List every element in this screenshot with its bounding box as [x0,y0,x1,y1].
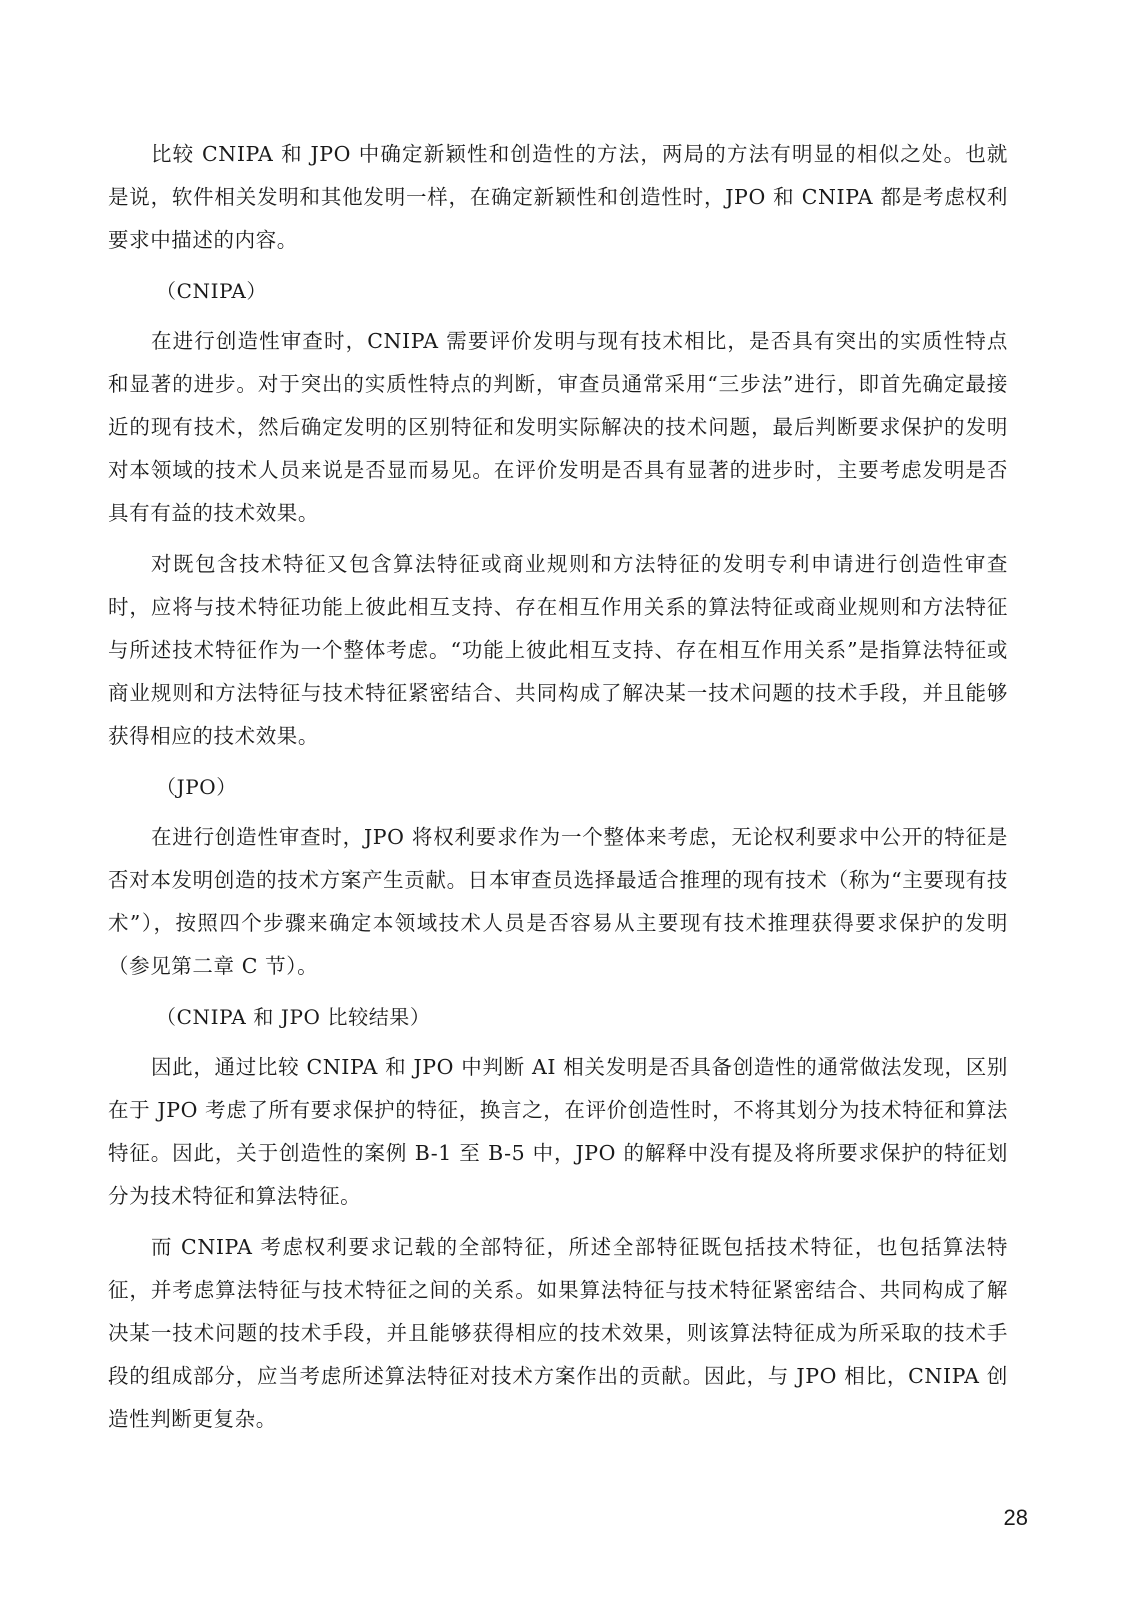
paragraph-cnipa-complexity: 而 CNIPA 考虑权利要求记载的全部特征，所述全部特征既包括技术特征，也包括算法特征，并考虑算法特征与技术特征之间的关系。如果算法特征与技术特征紧密结合、共同构成了解决某一技术问题的技术手段，并且能够获得相应的技术效果，则该算法特征成为所采取的技术手段的组成部分，应当考虑所述算法特征对技术方案作出的贡献。因此，与 JPO 相比，CNIPA 创造性判断更复杂。 [108,1235,1008,1431]
subheading-jpo: （JPO） [156,775,237,799]
paragraph-cnipa-inventive-step: 在进行创造性审查时，CNIPA 需要评价发明与现有技术相比，是否具有突出的实质性特点和显著的进步。对于突出的实质性特点的判断，审查员通常采用“三步法”进行，即首先确定最接近的现有技术，然后确定发明的区别特征和发明实际解决的技术问题，最后判断要求保护的发明对本领域的技术人员来说是否显而易见。在评价发明是否具有显著的进步时，主要考虑发明是否具有有益的技术效果。 [108,329,1008,525]
page-number: 28 [1003,1505,1028,1530]
paragraph-comparison-difference: 因此，通过比较 CNIPA 和 JPO 中判断 AI 相关发明是否具备创造性的通常做法发现，区别在于 JPO 考虑了所有要求保护的特征，换言之，在评价创造性时，不将其划分为技术特征和算法特征。因此，关于创造性的案例 B-1 至 B-5 中，JPO 的解释中没有提及将所要求保护的特征划分为技术特征和算法特征。 [108,1055,1008,1208]
subheading-cnipa: （CNIPA） [156,279,267,303]
paragraph-methods-similarity: 比较 CNIPA 和 JPO 中确定新颖性和创造性的方法，两局的方法有明显的相似之处。也就是说，软件相关发明和其他发明一样，在确定新颖性和创造性时，JPO 和 CNIPA 都是考虑权利要求中描述的内容。 [108,142,1008,252]
paragraph-cnipa-algorithm-features: 对既包含技术特征又包含算法特征或商业规则和方法特征的发明专利申请进行创造性审查时，应将与技术特征功能上彼此相互支持、存在相互作用关系的算法特征或商业规则和方法特征与所述技术特征作为一个整体考虑。“功能上彼此相互支持、存在相互作用关系”是指算法特征或商业规则和方法特征与技术特征紧密结合、共同构成了解决某一技术问题的技术手段，并且能够获得相应的技术效果。 [108,552,1008,748]
subheading-comparison-result: （CNIPA 和 JPO 比较结果） [156,1005,431,1029]
paragraph-jpo-inventive-step: 在进行创造性审查时，JPO 将权利要求作为一个整体来考虑，无论权利要求中公开的特征是否对本发明创造的技术方案产生贡献。日本审查员选择最适合推理的现有技术（称为“主要现有技术”），按照四个步骤来确定本领域技术人员是否容易从主要现有技术推理获得要求保护的发明（参见第二章 C 节）。 [108,825,1008,978]
page-body [108,133,1008,1449]
